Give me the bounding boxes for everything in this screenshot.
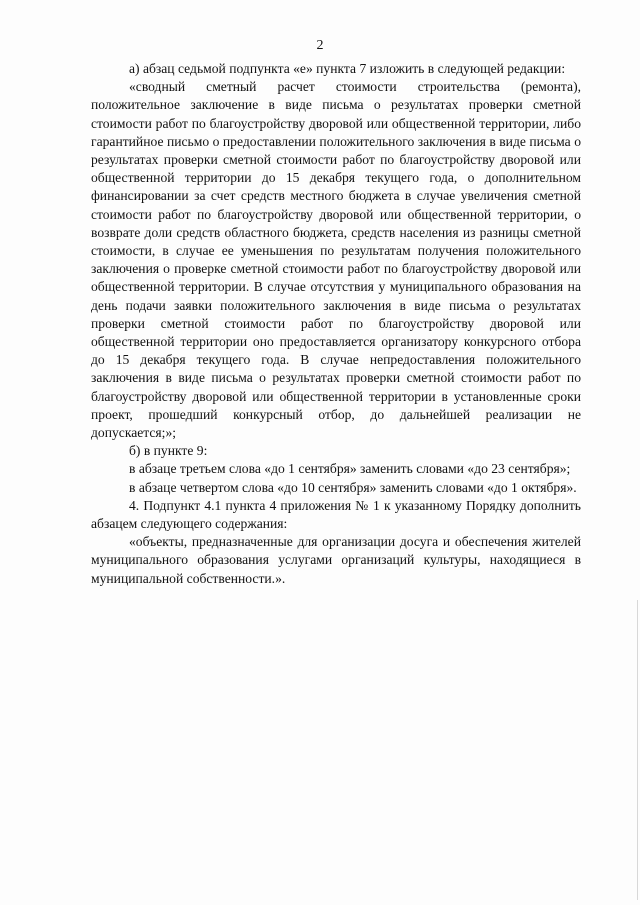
paragraph-third-abzac: в абзаце третьем слова «до 1 сентября» заменить словами «до 23 сентября»; bbox=[129, 461, 571, 477]
paragraph-quoted-culture: «объекты, предназначенные для организации досуга и обеспечения жителей муниципального образования услугами организаций культуры, находящиеся в муниципальной собственности.». bbox=[91, 534, 581, 586]
scan-edge-divider bbox=[637, 600, 638, 900]
page-number: 2 bbox=[316, 38, 324, 53]
paragraph-amendment-a: а) абзац седьмой подпункта «е» пункта 7 изложить в следующей редакции: bbox=[129, 61, 566, 76]
paragraph-item-4: 4. Подпункт 4.1 пункта 4 приложения № 1 к указанному Порядку дополнить абзацем следующего содержания: bbox=[91, 497, 581, 532]
paragraph-amendment-b: б) в пункте 9: bbox=[129, 443, 208, 459]
paragraph-fourth-abzac: в абзаце четвертом слова «до 10 сентября» заменить словами «до 1 октября». bbox=[129, 479, 577, 495]
paragraph-quoted-estimate: «сводный сметный расчет стоимости строительства (ремонта), положительное заключение в виде письма о результатах проверки сметной стоимости работ по благоустройству дворовой или общественной территории, либо гарантийное письмо о предоставлении положительного заключения в виде письма о результатах проверки сметной стоимости работ по благоустройству дворовой или общественной территории до 15 декабря текущего года, о дополнительном финансировании за счет средств местного бюджета в случае увеличения сметной стоимости работ по благоустройству дворовой или общественной территории, о возврате доли средств областного бюджета, средств населения из разницы сметной стоимости, в случае ее уменьшения по результатам получения положительного заключения о проверке сметной стоимости работ по благоустройству дворовой или общественной территории. В случае отсутствия у муниципального образования на день подачи заявки положительного заключения в виде письма о результатах проверки сметной стоимости работ по благоустройству дворовой или общественной территории оно предоставляется организатору конкурсного отбора до 15 декабря текущего года. В случае непредоставления положительного заключения в виде письма о результатах проверки сметной стоимости работ по благоустройству дворовой или общественной территории в установленные сроки проект, прошедший конкурсный отбор, до дальнейшей реализации не допускается;»; bbox=[91, 79, 581, 441]
document-body bbox=[91, 60, 581, 588]
